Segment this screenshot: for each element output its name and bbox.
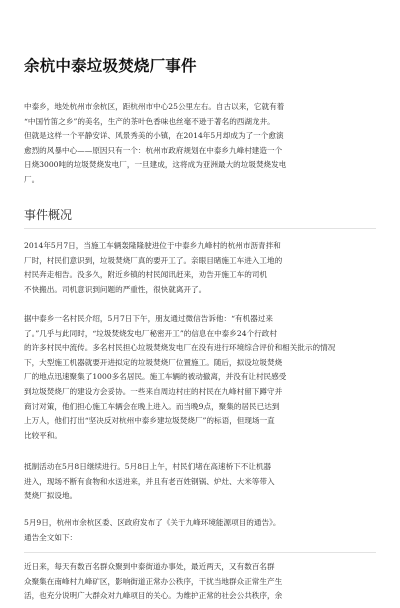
intro-line: 中泰乡，地处杭州市余杭区，距杭州市中心25公里左右。自古以来，它就有着 — [24, 102, 285, 111]
quote-line: 众聚集在南峰村九峰矿区，影响街道正常办公秩序，干扰当地群众正常生产生 — [24, 576, 283, 586]
paragraph-line: 的许多村民中流传。多名村民担心垃圾焚烧发电厂在没有进行环境综合评价和相关批示的情况 — [24, 343, 336, 353]
quote-line: 活，也充分说明广大群众对九峰项目的关心。为维护正常的社会公共秩序，余 — [24, 591, 283, 601]
paragraph-line: 不快搬出。司机意识到问题的严重性，很快就离开了。 — [24, 284, 207, 294]
intro-line: 日烧3000吨的垃圾焚烧发电厂，一旦建成，这将成为亚洲最大的垃圾焚烧发电 — [24, 160, 287, 170]
paragraph-line: 焚烧厂拟设地。 — [24, 491, 78, 501]
paragraph-line: 通告全文如下： — [24, 532, 78, 542]
paragraph-4 — [24, 516, 376, 545]
paragraph-2 — [24, 312, 376, 443]
section-divider — [24, 228, 376, 229]
quote-divider — [24, 552, 376, 553]
paragraph-line: 进入，现场不断有食物和水送进来，并且有老百姓钢锅、炉灶、大米等带入 — [24, 476, 275, 486]
intro-line: “中国竹笛之乡”的美名，生产的茶叶色香味也丝毫不逊于著名的西湖龙井。 — [24, 116, 275, 126]
paragraph-line: 了。”几乎与此同时，“垃圾焚烧发电厂秘密开工”的信息在中泰乡24个行政村 — [24, 328, 277, 338]
paragraph-line: 商讨对策，他们担心施工车辆会在晚上进入。而当晚9点，聚集的居民已达到 — [24, 401, 280, 411]
section-heading: 事件概况 — [24, 208, 73, 222]
paragraph-line: 下，大型施工机器就要开进拟定的垃圾焚烧厂位置施工。随后，拟设垃圾焚烧 — [24, 357, 283, 367]
intro-line: 愈烈的风暴中心——原因只有一个：杭州市政府规划在中泰乡九峰村建造一个 — [24, 145, 283, 155]
paragraph-3 — [24, 460, 376, 504]
intro-line: 厂。 — [24, 174, 40, 184]
paragraph-line: 2014年5月7日，当施工车辆轰隆隆驶进位于中泰乡九峰村的杭州市沥青拌和 — [24, 241, 281, 250]
paragraph-line: 据中泰乡一名村民介绍，5月7日下午，朋友通过微信告诉他：“有机器过来 — [24, 314, 273, 323]
paragraph-line: 上万人，他们打出“坚决反对杭州中泰乡建垃圾焚烧厂”的标语，但现场一直 — [24, 416, 275, 426]
paragraph-line: 抵制活动在5月8日继续进行。5月8日上午，村民们堵在高速桥下不让机器 — [24, 462, 272, 471]
paragraph-line: 比较平和。 — [24, 430, 62, 440]
intro-line: 但就是这样一个平静安详、风景秀美的小镇，在2014年5月却成为了一个愈演 — [24, 131, 284, 141]
paragraph-1 — [24, 239, 376, 297]
paragraph-line: 厂的地点迅速聚集了1000多名居民。施工车辆的被动撤离，并没有让村民感受 — [24, 372, 287, 382]
quote-line: 近日来，每天有数百名群众聚到中泰街道办事处，最近两天，又有数百名群 — [24, 562, 275, 571]
quote-paragraph — [24, 560, 376, 604]
article-title: 余杭中泰垃圾焚烧厂事件 — [24, 57, 197, 76]
paragraph-line: 村民奔走相告。没多久，附近乡镇的村民闻讯赶来，劝告开施工车的司机 — [24, 270, 267, 280]
intro-paragraph — [24, 100, 376, 188]
paragraph-line: 厂时，村民们意识到，垃圾焚烧厂真的要开工了。亲眼目睹施工车进入工地的 — [24, 255, 283, 265]
paragraph-line: 到垃圾焚烧厂的建设方会妥协。一些来自周边村庄的村民在九峰村留下蹲守并 — [24, 386, 283, 396]
paragraph-line: 5月9日，杭州市余杭区委、区政府发布了《关于九峰环境能源项目的通告》。 — [24, 518, 281, 527]
